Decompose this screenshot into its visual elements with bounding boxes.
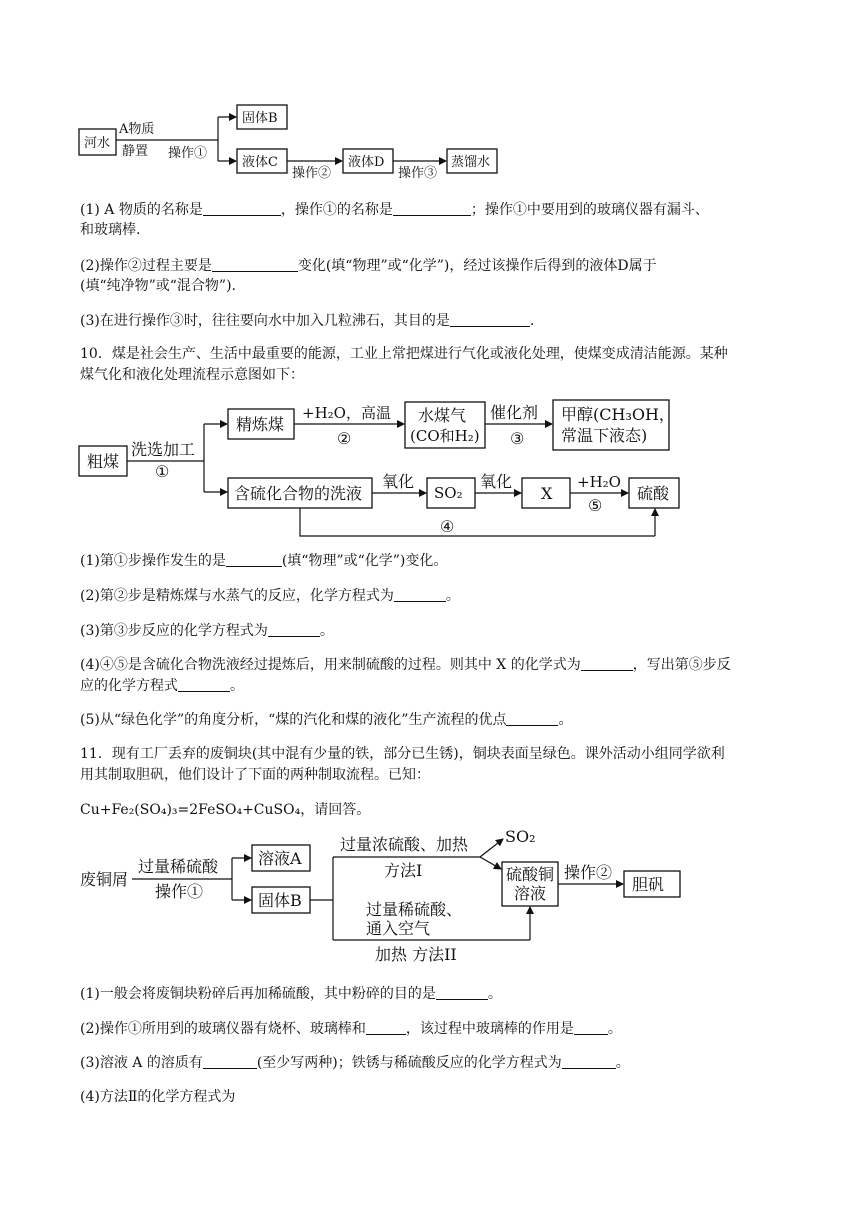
copper-sulfate-diagram bbox=[80, 827, 680, 964]
methanol-label: 甲醇(CH₃OH， bbox=[561, 405, 675, 424]
answer-blank[interactable] bbox=[394, 587, 446, 602]
op3-label: 操作③ bbox=[398, 166, 438, 181]
answer-blank[interactable] bbox=[366, 1020, 406, 1035]
answer-blank[interactable] bbox=[506, 711, 558, 726]
air-label: 通入空气 bbox=[366, 919, 431, 938]
q9-part3: (3)在进行操作③时，往往要向水中加入几粒沸石，其目的是 . bbox=[80, 313, 535, 329]
answer-blank[interactable] bbox=[393, 201, 471, 216]
oxidize-label-2: 氧化 bbox=[480, 472, 513, 491]
arrow-so2 bbox=[480, 839, 503, 857]
water-gas-formula: (CO和H₂) bbox=[410, 427, 480, 445]
q11-part2: (2)操作①所用到的玻璃仪器有烧杯、玻璃棒和 ，该过程中玻璃棒的作用是 。 bbox=[80, 1021, 622, 1037]
answer-blank[interactable] bbox=[203, 201, 281, 216]
answer-blank[interactable] bbox=[203, 1054, 257, 1069]
q11-part4: (4)方法Ⅱ的化学方程式为 bbox=[80, 1089, 236, 1105]
q11-known-equation: Cu+Fe₂(SO₄)₃=2FeSO₄+CuSO₄，请回答。 bbox=[80, 802, 371, 818]
scrap-copper-label: 废铜屑 bbox=[80, 870, 129, 889]
step3-label: ③ bbox=[510, 429, 525, 448]
catalyst-label: 催化剂 bbox=[490, 403, 539, 422]
answer-blank[interactable] bbox=[574, 1020, 608, 1035]
liquid-c-label: 液体C bbox=[242, 155, 278, 170]
copper-sulfate-label: 硫酸铜 bbox=[506, 865, 555, 884]
water-gas-label: 水煤气 bbox=[418, 406, 467, 425]
step1-label: ① bbox=[155, 462, 170, 481]
methanol-note: 常温下液态) bbox=[561, 426, 648, 445]
method1-label: 方法I bbox=[384, 861, 423, 880]
q10-part2: (2)第②步是精炼煤与水蒸气的反应，化学方程式为 。 bbox=[80, 588, 460, 604]
q9-part1: (1) A 物质的名称是 ，操作①的名称是 ；操作①中要用到的玻璃仪器有漏斗、 bbox=[80, 202, 709, 218]
distilled-water-label: 蒸馏水 bbox=[451, 155, 491, 170]
solid-b-label-3: 固体B bbox=[258, 891, 302, 910]
q10-part5: (5)从“绿色化学”的角度分析，“煤的汽化和煤的液化”生产流程的优点 。 bbox=[80, 712, 573, 728]
q11-intro-cont: 用其制取胆矾，他们设计了下面的两种制取流程。已知： bbox=[80, 767, 430, 783]
q10-part4-cont: 应的化学方程式 。 bbox=[80, 678, 244, 694]
answer-blank[interactable] bbox=[450, 312, 530, 327]
arrow-cuso4-top bbox=[480, 857, 501, 869]
h2o-label: +H₂O bbox=[577, 473, 621, 491]
river-label: 河水 bbox=[84, 136, 111, 151]
so2-label-3: SO₂ bbox=[505, 827, 536, 846]
crude-coal-label: 粗煤 bbox=[87, 452, 120, 471]
conc-acid-label: 过量浓硫酸、加热 bbox=[340, 835, 469, 854]
solid-b-label: 固体B bbox=[242, 111, 278, 126]
op1-label: 操作① bbox=[168, 146, 208, 161]
q9-part2: (2)操作②过程主要是 变化(填“物理”或“化学”)，经过该操作后得到的液体D属于 bbox=[80, 258, 657, 274]
q9-part2-cont: (填“纯净物”或“混合物”). bbox=[80, 278, 237, 294]
water-purification-diagram bbox=[79, 105, 497, 181]
q11-part1: (1)一般会将废铜块粉碎后再加稀硫酸，其中粉碎的目的是 。 bbox=[80, 986, 502, 1002]
step5-label: ⑤ bbox=[588, 496, 603, 515]
step2-label: ② bbox=[337, 429, 352, 448]
sulfuric-acid-label: 硫酸 bbox=[637, 484, 670, 503]
so2-label: SO₂ bbox=[434, 484, 463, 502]
q10-intro-cont: 煤气化和液化处理流程示意图如下： bbox=[80, 367, 304, 383]
q11-part3: (3)溶液 A 的溶质有 (至少写两种)；铁锈与稀硫酸反应的化学方程式为 。 bbox=[80, 1055, 630, 1071]
answer-blank[interactable] bbox=[436, 985, 488, 1000]
op2-label: 操作② bbox=[292, 166, 332, 181]
solution-label: 溶液 bbox=[514, 884, 547, 903]
settle-label: 静置 bbox=[122, 144, 149, 159]
refined-coal-label: 精炼煤 bbox=[236, 415, 285, 434]
sulfur-wash-label: 含硫化合物的洗液 bbox=[234, 484, 363, 503]
q10-part3: (3)第③步反应的化学方程式为 。 bbox=[80, 623, 334, 639]
q10-part1: (1)第①步操作发生的是 (填“物理”或“化学”)变化。 bbox=[80, 553, 448, 569]
answer-blank[interactable] bbox=[178, 677, 230, 692]
q10-part4: (4)④⑤是含硫化合物洗液经过提炼后，用来制硫酸的过程。则其中 X 的化学式为 ，写出第⑤步反 bbox=[80, 657, 731, 673]
liquid-d-label: 液体D bbox=[348, 155, 385, 170]
answer-blank[interactable] bbox=[268, 622, 320, 637]
method2-label: 加热 方法II bbox=[375, 945, 457, 964]
op2-label-3: 操作② bbox=[564, 863, 613, 882]
oxidize-label-1: 氧化 bbox=[382, 472, 415, 491]
h2o-condition-label: +H₂O，高温 bbox=[302, 404, 391, 422]
q10-intro: 10．煤是社会生产、生活中最重要的能源，工业上常把煤进行气化或液化处理，使煤变成清洁能源。某种 bbox=[80, 346, 728, 362]
dilute-acid-label: 过量稀硫酸 bbox=[138, 857, 219, 876]
op1-label-3: 操作① bbox=[155, 882, 204, 901]
answer-blank[interactable] bbox=[226, 552, 282, 567]
q9-part1-cont: 和玻璃棒. bbox=[80, 222, 141, 238]
answer-blank[interactable] bbox=[212, 257, 298, 272]
q11-intro: 11．现有工厂丢弃的废铜块(其中混有少量的铁，部分已生锈)，铜块表面呈绿色。课外活动小组同学欲利 bbox=[80, 746, 725, 762]
dilute-acid-label-2: 过量稀硫酸、 bbox=[366, 900, 463, 919]
add-a-label: A物质 bbox=[119, 122, 155, 137]
coal-processing-diagram bbox=[79, 400, 679, 536]
step4-label: ④ bbox=[440, 517, 455, 536]
blue-vitriol-label: 胆矾 bbox=[632, 875, 665, 894]
answer-blank[interactable] bbox=[581, 656, 633, 671]
x-label: X bbox=[541, 484, 553, 503]
answer-blank[interactable] bbox=[562, 1054, 616, 1069]
wash-label: 洗选加工 bbox=[131, 440, 196, 459]
solution-a-label: 溶液A bbox=[258, 849, 302, 868]
